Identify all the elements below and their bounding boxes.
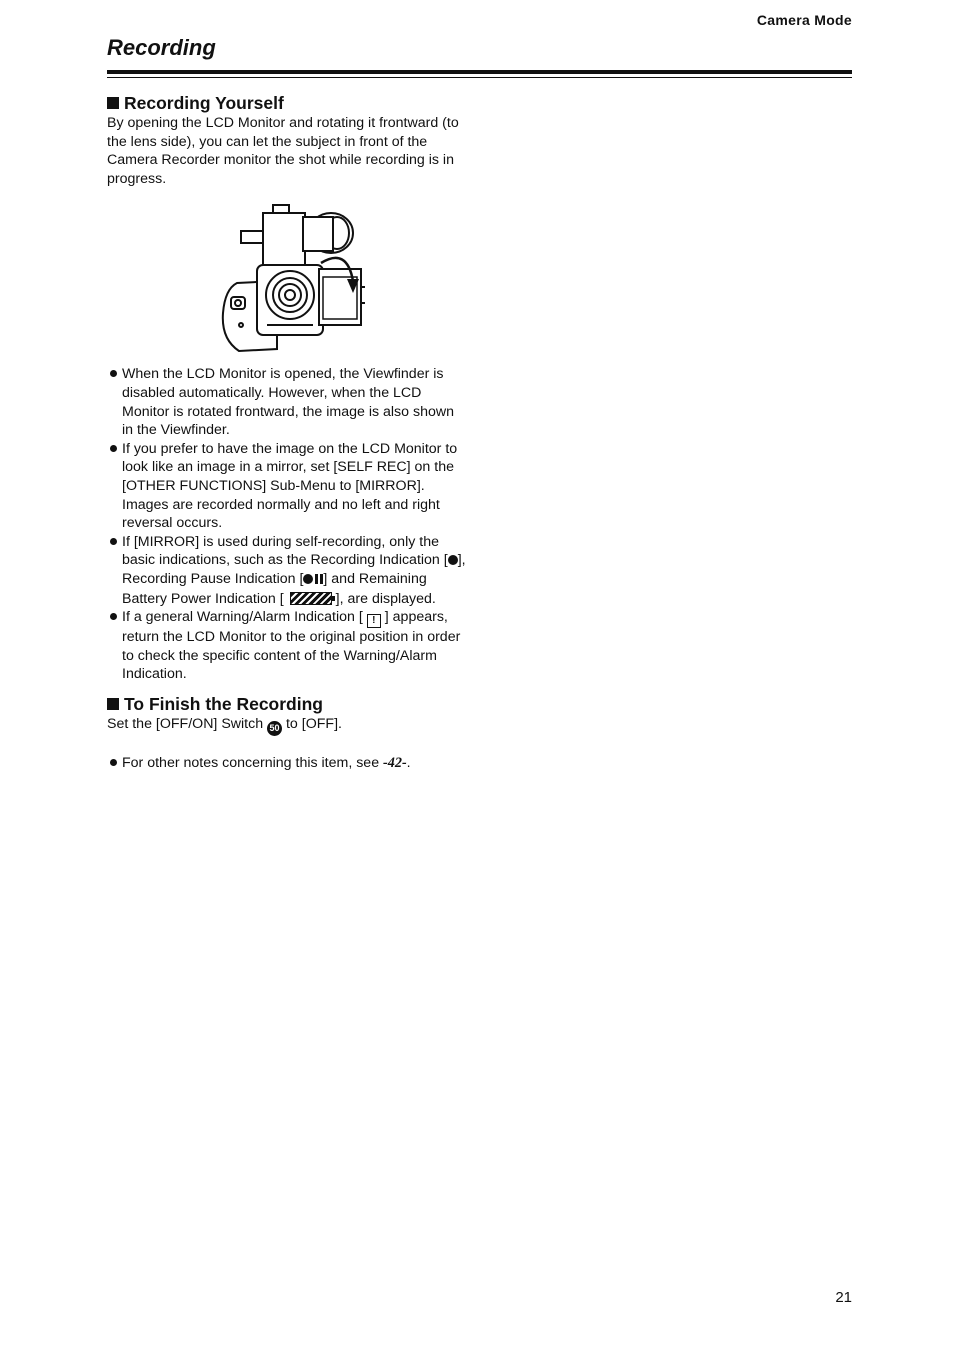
bullet-dot-icon xyxy=(110,613,117,620)
bullet-dot-icon xyxy=(110,538,117,545)
section-heading-recording-yourself xyxy=(107,92,467,114)
header-rule-thick xyxy=(107,70,852,74)
square-bullet-icon xyxy=(107,97,119,109)
note-text: ], are displayed. xyxy=(335,590,436,607)
header-rule-thin xyxy=(107,77,852,78)
camcorder-lcd-rotated-illustration xyxy=(207,203,367,355)
note-text: If [MIRROR] is used during self-recording, only the basic indications, such as the Recording Indication [ xyxy=(122,533,448,569)
note-text: ] appears, return the LCD Monitor to the original position in order to check the specific content of the Warning/Alarm Indication. xyxy=(122,609,461,683)
list-item xyxy=(107,533,467,608)
heading-text: Recording Yourself xyxy=(124,93,284,113)
instruction-text: Set the [OFF/ON] Switch xyxy=(107,715,268,732)
page-number: 21 xyxy=(835,1289,852,1306)
list-item xyxy=(107,365,467,439)
bullet-dot-icon xyxy=(110,370,117,377)
note-text: For other notes concerning this item, see xyxy=(122,754,384,771)
note-text: If a general Warning/Alarm Indication [ xyxy=(122,609,363,626)
list-item xyxy=(107,608,467,684)
note-text: . xyxy=(406,754,411,771)
section-heading-finish-recording xyxy=(107,693,467,715)
reference-list xyxy=(107,754,467,773)
instruction-text: to [OFF]. xyxy=(282,715,342,732)
note-text: ] and Remaining Battery Power Indication [ xyxy=(122,570,427,607)
recording-pause-dot-icon xyxy=(303,574,313,584)
note-text: When the LCD Monitor is opened, the Viewfinder is disabled automatically. However, when the LCD Monitor is rotated frontward, the image is also shown in the Viewfinder. xyxy=(122,366,454,439)
battery-icon xyxy=(290,592,332,605)
list-item xyxy=(107,440,467,533)
page-title: Recording xyxy=(107,35,216,60)
bullet-dot-icon xyxy=(110,445,117,452)
section-mode-label: Camera Mode xyxy=(756,12,852,28)
main-column xyxy=(107,92,467,772)
notes-list xyxy=(107,365,467,684)
bullet-dot-icon xyxy=(110,759,117,766)
list-item xyxy=(107,754,467,773)
intro-paragraph: By opening the LCD Monitor and rotating it frontward (to the lens side), you can let the subject in front of the Camera Recorder monitor the shot while recording is in progress. xyxy=(107,115,459,187)
square-bullet-icon xyxy=(107,698,119,710)
note-text: ], Recording Pause Indication [ xyxy=(122,552,466,587)
pause-icon xyxy=(313,571,323,590)
note-text: If you prefer to have the image on the LCD Monitor to look like an image in a mirror, set [SELF REC] on the [OTHER FUNCTIONS] Sub-Menu to [MIRROR]. Images are recorded normally and no left and right reversal occurs. xyxy=(122,440,458,532)
page-reference-link[interactable]: -42- xyxy=(383,754,407,771)
recording-indicator-icon xyxy=(448,555,458,565)
camcorder-illustration-icon xyxy=(207,203,367,355)
finish-instruction xyxy=(107,715,467,736)
heading-text: To Finish the Recording xyxy=(124,693,323,714)
warning-icon: ! xyxy=(367,614,381,628)
switch-number-icon: 50 xyxy=(267,721,282,736)
